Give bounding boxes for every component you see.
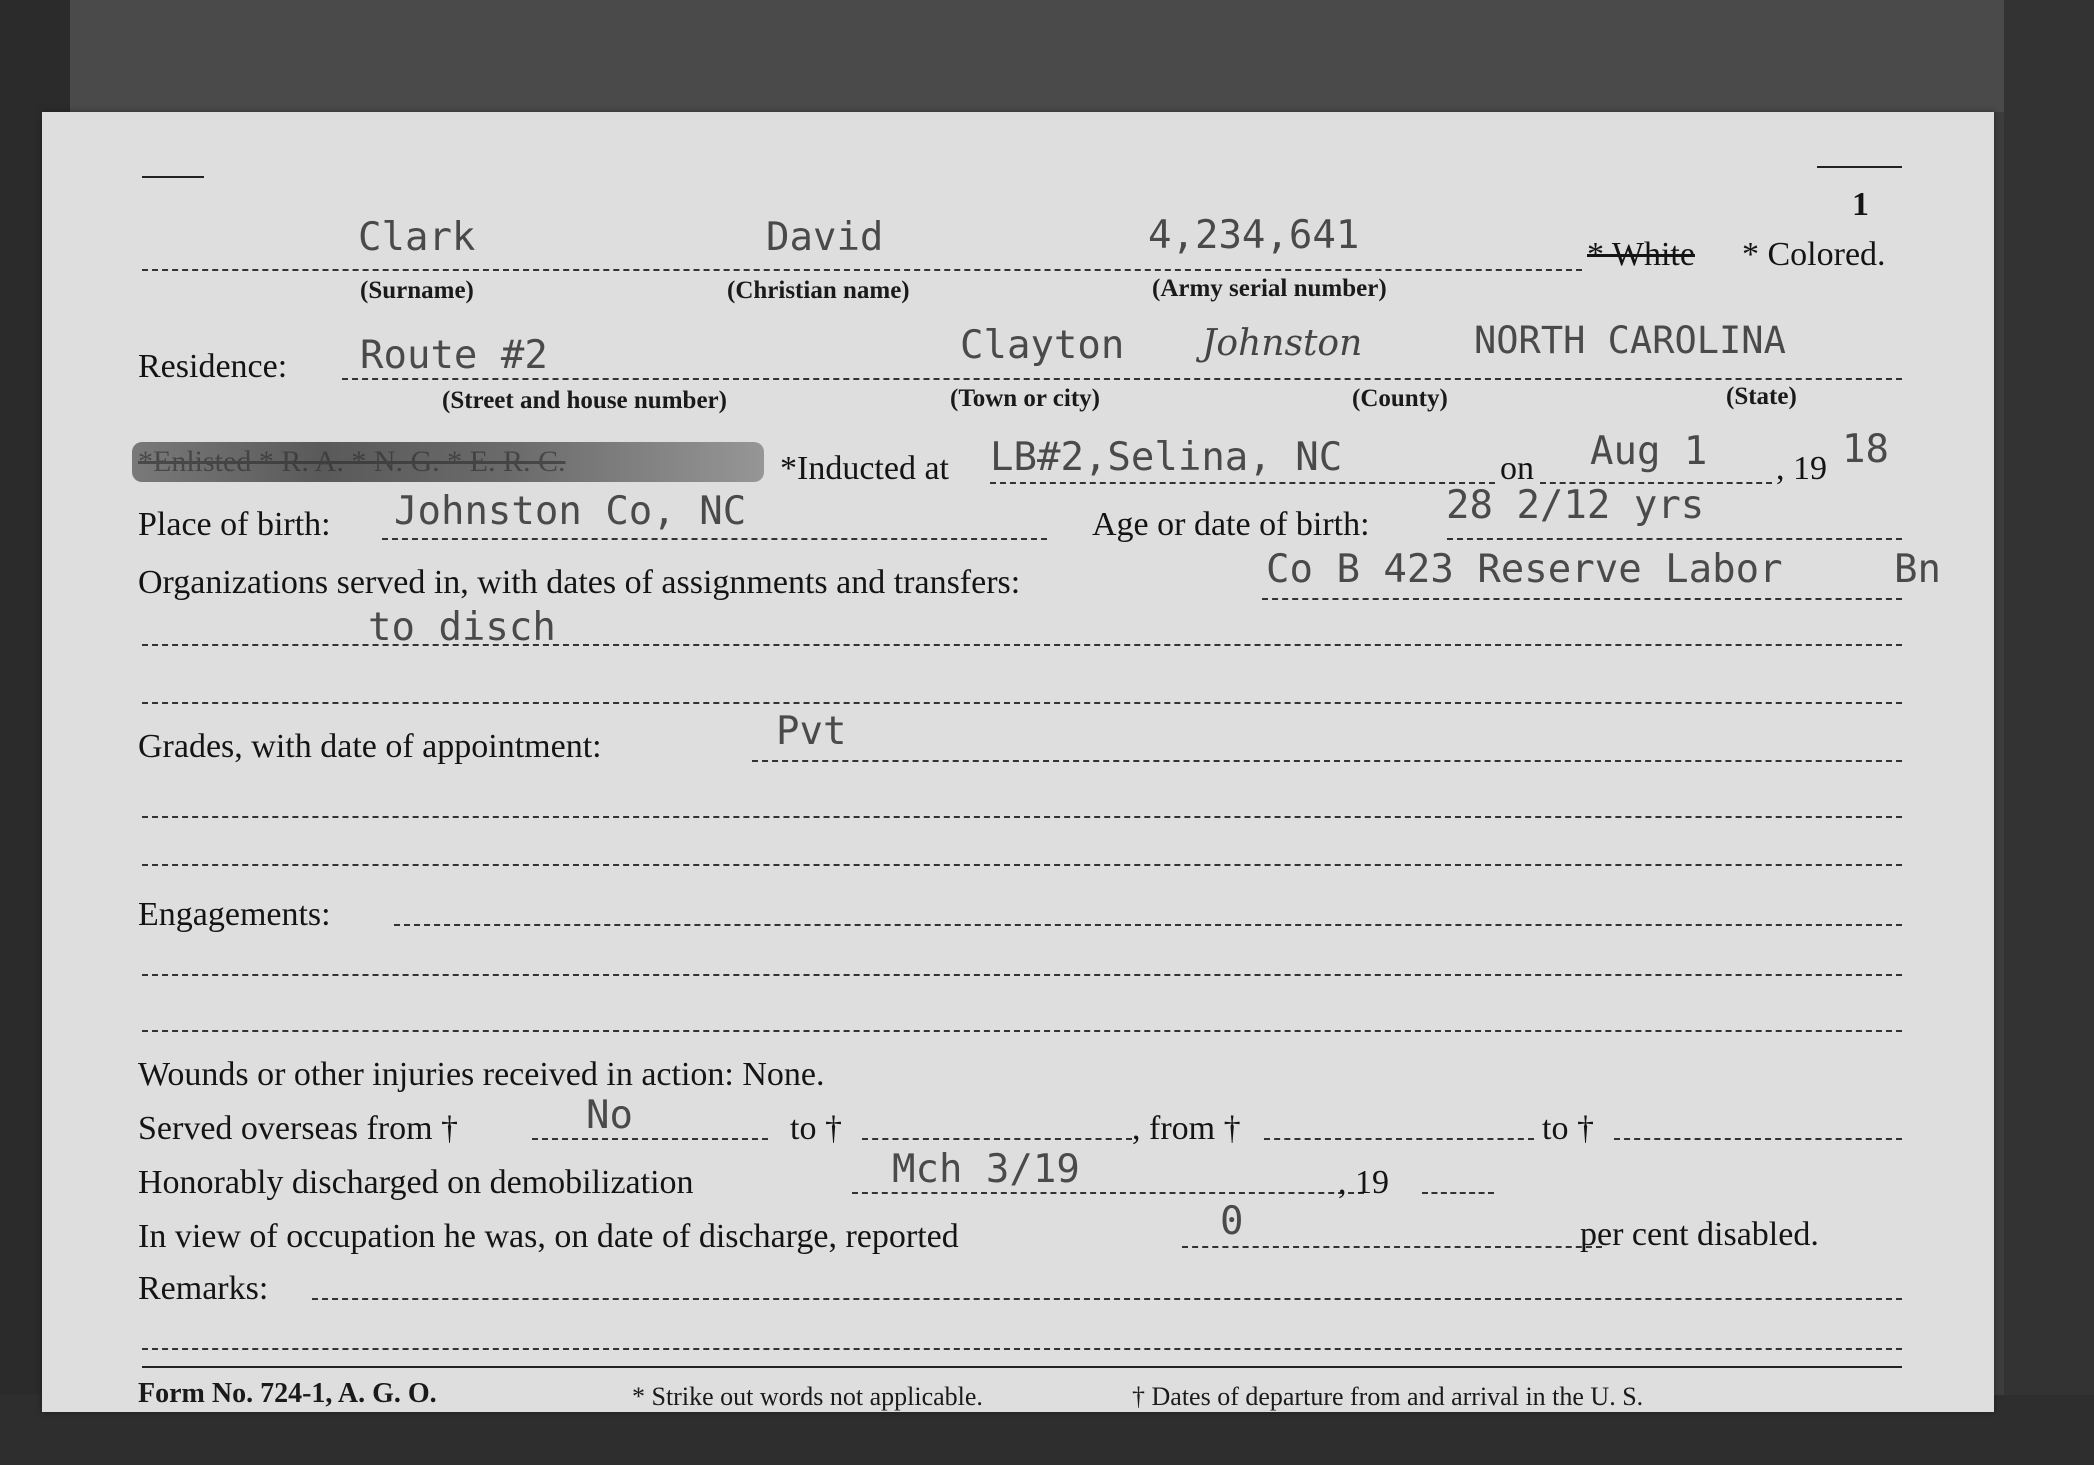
birth-place-line <box>382 538 1047 540</box>
overseas-to-label: to † <box>790 1110 842 1147</box>
scan-background-right <box>2004 0 2094 1465</box>
scan-background-top <box>0 0 2094 112</box>
race-colored-label: * Colored. <box>1742 236 1886 273</box>
serial-number-value: 4,234,641 <box>1148 213 1360 258</box>
christian-name-value: David <box>766 215 884 260</box>
inducted-place-line <box>990 482 1495 484</box>
engagements-label: Engagements: <box>138 896 331 933</box>
enlisted-struck-text: *Enlisted * R. A. * N. G. * E. R. C. <box>138 445 566 478</box>
overseas-from-line <box>532 1138 768 1140</box>
overseas-to-line <box>862 1138 1132 1140</box>
birth-place-label: Place of birth: <box>138 506 331 543</box>
remarks-label: Remarks: <box>138 1270 269 1307</box>
discharge-label: Honorably discharged on demobilization <box>138 1164 694 1201</box>
town-value: Clayton <box>960 323 1125 368</box>
organizations-label: Organizations served in, with dates of assignments and transfers: <box>138 564 1021 601</box>
inducted-date-value: Aug 1 <box>1590 429 1708 474</box>
footer-rule <box>142 1366 1902 1368</box>
disabled-suffix: per cent disabled. <box>1580 1216 1819 1253</box>
county-caption: (County) <box>1352 385 1448 412</box>
grades-line-2 <box>142 816 1902 818</box>
inducted-year-value: 18 <box>1842 427 1889 472</box>
grade-value: Pvt <box>776 709 847 754</box>
remarks-line-2 <box>142 1348 1902 1350</box>
street-caption: (Street and house number) <box>442 387 727 414</box>
overseas-to2-label: to † <box>1542 1110 1594 1147</box>
wounds-label: Wounds or other injuries received in action: None. <box>138 1056 825 1093</box>
birth-place-value: Johnston Co, NC <box>394 489 747 534</box>
grades-label: Grades, with date of appointment: <box>138 728 602 765</box>
name-line <box>142 269 1582 271</box>
discharge-year-line <box>1422 1192 1494 1194</box>
footnote-dates: † Dates of departure from and arrival in the U. S. <box>1132 1382 1644 1411</box>
discharge-date-line <box>852 1192 1364 1194</box>
disabled-value: 0 <box>1220 1199 1244 1244</box>
disabled-label: In view of occupation he was, on date of discharge, reported <box>138 1218 959 1255</box>
state-caption: (State) <box>1726 383 1797 410</box>
discharge-year-prefix: , 19 <box>1338 1164 1389 1201</box>
serial-caption: (Army serial number) <box>1152 275 1387 302</box>
inducted-place-value: LB#2,Selina, NC <box>990 435 1343 480</box>
grades-line-3 <box>142 864 1902 866</box>
race-white-label: * White <box>1587 236 1695 273</box>
residence-line <box>342 378 1902 380</box>
age-line <box>1447 538 1902 540</box>
overseas-from2-line <box>1264 1138 1534 1140</box>
overseas-from-value: No <box>586 1093 633 1138</box>
county-value: Johnston <box>1202 323 1363 364</box>
organization-value-1b: Bn <box>1894 547 1941 592</box>
top-right-rule <box>1817 166 1902 168</box>
residence-label: Residence: <box>138 348 288 385</box>
christian-name-caption: (Christian name) <box>727 277 910 304</box>
state-value: NORTH CAROLINA <box>1474 319 1786 362</box>
remarks-line-1 <box>312 1298 1902 1300</box>
organization-value-1: Co B 423 Reserve Labor <box>1266 547 1783 592</box>
surname-caption: (Surname) <box>360 277 474 304</box>
town-caption: (Town or city) <box>950 385 1100 412</box>
age-label: Age or date of birth: <box>1092 506 1370 543</box>
age-value: 28 2/12 yrs <box>1446 483 1705 528</box>
service-record-card <box>42 112 1994 1412</box>
inducted-label: *Inducted at <box>780 450 949 487</box>
overseas-from-label: Served overseas from † <box>138 1110 459 1147</box>
organization-line-3 <box>142 702 1902 704</box>
year-prefix: , 19 <box>1776 450 1827 487</box>
grades-line-1 <box>752 760 1902 762</box>
page-number: 1 <box>1852 186 1869 223</box>
footnote-strike-out: * Strike out words not applicable. <box>632 1382 983 1411</box>
overseas-from2-label: , from † <box>1132 1110 1241 1147</box>
engagements-line-1 <box>394 924 1902 926</box>
discharge-date-value: Mch 3/19 <box>892 1147 1080 1192</box>
organization-value-2: to disch <box>368 605 556 650</box>
top-left-rule <box>142 176 204 178</box>
organization-line-1 <box>1262 598 1902 600</box>
street-value: Route #2 <box>360 333 548 378</box>
form-number: Form No. 724-1, A. G. O. <box>138 1378 437 1409</box>
surname-value: Clark <box>358 215 476 260</box>
disabled-line <box>1182 1246 1602 1248</box>
on-label: on <box>1500 450 1534 487</box>
engagements-line-3 <box>142 1030 1902 1032</box>
overseas-to2-line <box>1614 1138 1902 1140</box>
engagements-line-2 <box>142 974 1902 976</box>
organization-line-2 <box>142 644 1902 646</box>
